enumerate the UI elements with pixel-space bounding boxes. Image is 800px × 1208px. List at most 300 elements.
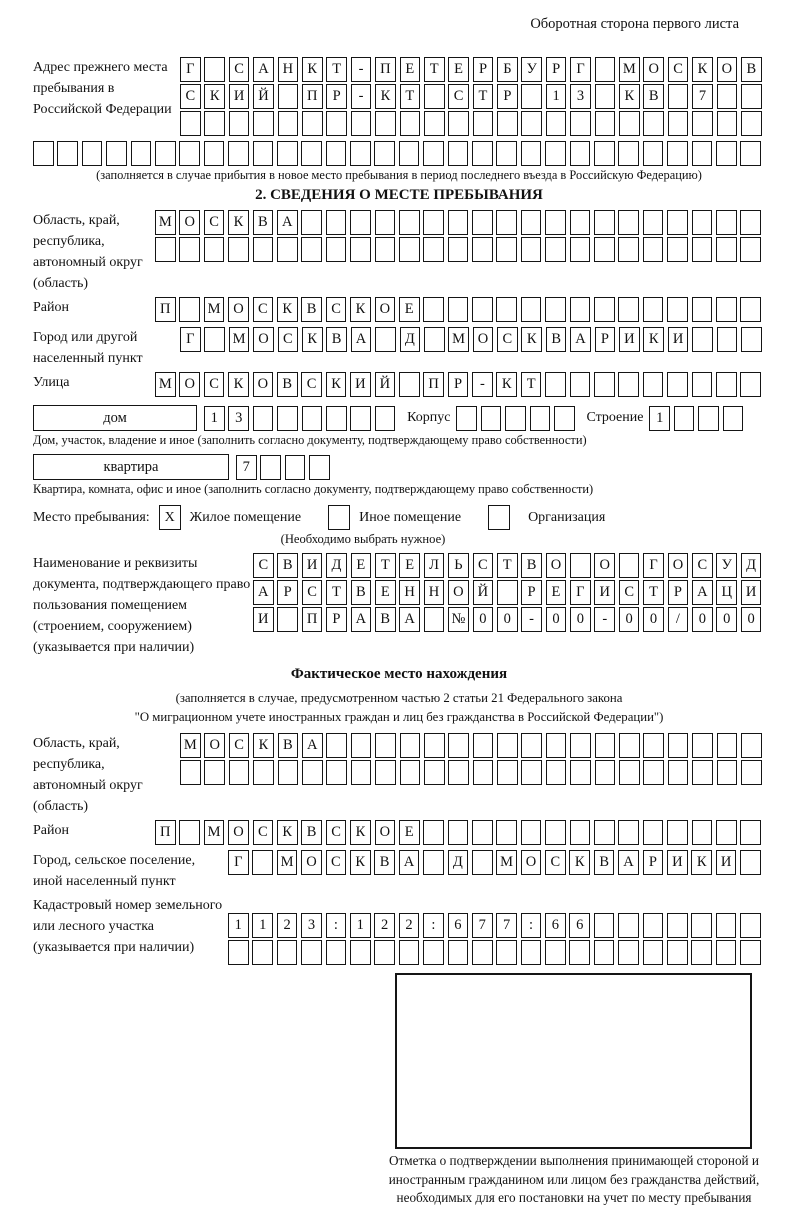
char-box[interactable]: Е: [399, 553, 420, 578]
char-box[interactable]: 0: [473, 607, 494, 632]
char-box[interactable]: Г: [643, 553, 664, 578]
char-box[interactable]: [594, 820, 615, 845]
char-box[interactable]: [448, 111, 469, 136]
char-box[interactable]: [595, 733, 616, 758]
char-box[interactable]: [692, 327, 713, 352]
char-box[interactable]: [667, 210, 688, 235]
char-box[interactable]: Т: [326, 580, 347, 605]
char-box[interactable]: Р: [497, 84, 518, 109]
char-box[interactable]: [228, 237, 249, 262]
char-box[interactable]: Е: [351, 553, 372, 578]
char-box[interactable]: М: [155, 210, 176, 235]
char-box[interactable]: К: [643, 327, 664, 352]
char-box[interactable]: М: [204, 297, 225, 322]
char-box[interactable]: [399, 237, 420, 262]
char-box[interactable]: В: [741, 57, 762, 82]
char-box[interactable]: [740, 141, 761, 166]
char-box[interactable]: Р: [643, 850, 664, 875]
char-box[interactable]: Е: [399, 820, 420, 845]
char-box[interactable]: 3: [570, 84, 591, 109]
char-box[interactable]: [473, 111, 494, 136]
char-box[interactable]: [545, 141, 566, 166]
char-box[interactable]: [521, 84, 542, 109]
char-box[interactable]: [521, 760, 542, 785]
char-box[interactable]: И: [667, 850, 688, 875]
char-box[interactable]: [570, 760, 591, 785]
char-box[interactable]: Р: [668, 580, 689, 605]
char-box[interactable]: Р: [521, 580, 542, 605]
char-box[interactable]: В: [374, 850, 395, 875]
char-box[interactable]: [309, 455, 330, 480]
char-box[interactable]: [253, 237, 274, 262]
char-box[interactable]: [253, 141, 274, 166]
char-box[interactable]: К: [350, 297, 371, 322]
char-box[interactable]: М: [277, 850, 298, 875]
char-box[interactable]: 2: [277, 913, 298, 938]
char-box[interactable]: [667, 237, 688, 262]
char-box[interactable]: [643, 210, 664, 235]
char-box[interactable]: К: [326, 372, 347, 397]
char-box[interactable]: [204, 760, 225, 785]
char-box[interactable]: [740, 850, 761, 875]
char-box[interactable]: [716, 297, 737, 322]
char-box[interactable]: 0: [692, 607, 713, 632]
char-box[interactable]: С: [253, 553, 274, 578]
char-box[interactable]: [278, 111, 299, 136]
char-box[interactable]: [326, 733, 347, 758]
other-premises-checkbox[interactable]: [328, 505, 350, 530]
char-box[interactable]: [570, 372, 591, 397]
char-box[interactable]: С: [204, 210, 225, 235]
char-box[interactable]: [252, 850, 273, 875]
char-box[interactable]: Г: [180, 57, 201, 82]
char-box[interactable]: [497, 733, 518, 758]
char-box[interactable]: [741, 84, 762, 109]
char-box[interactable]: [399, 372, 420, 397]
char-box[interactable]: [717, 327, 738, 352]
char-box[interactable]: :: [423, 913, 444, 938]
char-box[interactable]: С: [326, 820, 347, 845]
char-box[interactable]: [545, 297, 566, 322]
char-box[interactable]: 1: [252, 913, 273, 938]
char-box[interactable]: [692, 733, 713, 758]
char-box[interactable]: [399, 210, 420, 235]
char-box[interactable]: [619, 760, 640, 785]
char-box[interactable]: -: [351, 84, 372, 109]
char-box[interactable]: [618, 141, 639, 166]
char-box[interactable]: [448, 141, 469, 166]
char-box[interactable]: [448, 820, 469, 845]
char-box[interactable]: Т: [424, 57, 445, 82]
char-box[interactable]: [204, 327, 225, 352]
char-box[interactable]: [375, 111, 396, 136]
char-box[interactable]: [521, 820, 542, 845]
char-box[interactable]: Р: [277, 580, 298, 605]
char-box[interactable]: И: [253, 607, 274, 632]
char-box[interactable]: О: [375, 297, 396, 322]
char-box[interactable]: [375, 210, 396, 235]
char-box[interactable]: У: [521, 57, 542, 82]
char-box[interactable]: О: [179, 210, 200, 235]
char-box[interactable]: Е: [399, 297, 420, 322]
char-box[interactable]: К: [521, 327, 542, 352]
char-box[interactable]: [375, 406, 396, 431]
char-box[interactable]: [253, 111, 274, 136]
char-box[interactable]: С: [497, 327, 518, 352]
char-box[interactable]: :: [326, 913, 347, 938]
char-box[interactable]: [228, 141, 249, 166]
char-box[interactable]: [57, 141, 78, 166]
char-box[interactable]: П: [302, 607, 323, 632]
char-box[interactable]: [570, 733, 591, 758]
char-box[interactable]: [667, 141, 688, 166]
char-box[interactable]: 7: [472, 913, 493, 938]
char-box[interactable]: [521, 111, 542, 136]
char-box[interactable]: [505, 406, 526, 431]
char-box[interactable]: К: [692, 57, 713, 82]
char-box[interactable]: М: [229, 327, 250, 352]
char-box[interactable]: [643, 237, 664, 262]
char-box[interactable]: [472, 820, 493, 845]
char-box[interactable]: [717, 111, 738, 136]
char-box[interactable]: К: [619, 84, 640, 109]
char-box[interactable]: [618, 913, 639, 938]
char-box[interactable]: [618, 372, 639, 397]
char-box[interactable]: М: [448, 327, 469, 352]
char-box[interactable]: Е: [400, 57, 421, 82]
char-box[interactable]: С: [448, 84, 469, 109]
char-box[interactable]: [277, 237, 298, 262]
char-box[interactable]: [594, 237, 615, 262]
char-box[interactable]: И: [741, 580, 762, 605]
char-box[interactable]: [448, 210, 469, 235]
char-box[interactable]: К: [277, 820, 298, 845]
char-box[interactable]: Р: [595, 327, 616, 352]
char-box[interactable]: [350, 406, 371, 431]
apartment-type-box[interactable]: квартира: [33, 454, 229, 480]
char-box[interactable]: [740, 210, 761, 235]
char-box[interactable]: [595, 760, 616, 785]
char-box[interactable]: [302, 760, 323, 785]
char-box[interactable]: [277, 607, 298, 632]
char-box[interactable]: [643, 913, 664, 938]
char-box[interactable]: А: [253, 580, 274, 605]
char-box[interactable]: [643, 141, 664, 166]
char-box[interactable]: [723, 406, 744, 431]
char-box[interactable]: 0: [497, 607, 518, 632]
char-box[interactable]: К: [302, 327, 323, 352]
char-box[interactable]: [301, 237, 322, 262]
char-box[interactable]: [326, 210, 347, 235]
char-box[interactable]: 6: [545, 913, 566, 938]
char-box[interactable]: [448, 297, 469, 322]
char-box[interactable]: [496, 237, 517, 262]
char-box[interactable]: М: [204, 820, 225, 845]
char-box[interactable]: [667, 297, 688, 322]
char-box[interactable]: [285, 455, 306, 480]
char-box[interactable]: А: [277, 210, 298, 235]
char-box[interactable]: [326, 111, 347, 136]
char-box[interactable]: [351, 733, 372, 758]
char-box[interactable]: [619, 733, 640, 758]
char-box[interactable]: 3: [301, 913, 322, 938]
char-box[interactable]: О: [546, 553, 567, 578]
char-box[interactable]: [619, 553, 640, 578]
char-box[interactable]: [326, 406, 347, 431]
char-box[interactable]: Т: [497, 553, 518, 578]
char-box[interactable]: В: [278, 733, 299, 758]
char-box[interactable]: :: [521, 913, 542, 938]
char-box[interactable]: А: [692, 580, 713, 605]
char-box[interactable]: Г: [180, 327, 201, 352]
char-box[interactable]: Т: [521, 372, 542, 397]
char-box[interactable]: [496, 820, 517, 845]
char-box[interactable]: [667, 913, 688, 938]
char-box[interactable]: Н: [278, 57, 299, 82]
char-box[interactable]: [423, 940, 444, 965]
char-box[interactable]: [595, 84, 616, 109]
char-box[interactable]: [400, 733, 421, 758]
char-box[interactable]: О: [253, 372, 274, 397]
char-box[interactable]: 1: [649, 406, 670, 431]
char-box[interactable]: И: [716, 850, 737, 875]
char-box[interactable]: О: [668, 553, 689, 578]
char-box[interactable]: [521, 733, 542, 758]
char-box[interactable]: О: [473, 327, 494, 352]
char-box[interactable]: Р: [546, 57, 567, 82]
char-box[interactable]: [668, 733, 689, 758]
char-box[interactable]: [375, 760, 396, 785]
char-box[interactable]: [667, 940, 688, 965]
char-box[interactable]: Н: [424, 580, 445, 605]
char-box[interactable]: К: [350, 850, 371, 875]
char-box[interactable]: [570, 111, 591, 136]
char-box[interactable]: М: [619, 57, 640, 82]
char-box[interactable]: [131, 141, 152, 166]
char-box[interactable]: [545, 210, 566, 235]
char-box[interactable]: П: [375, 57, 396, 82]
char-box[interactable]: [741, 111, 762, 136]
char-box[interactable]: О: [228, 820, 249, 845]
char-box[interactable]: 1: [350, 913, 371, 938]
char-box[interactable]: [399, 940, 420, 965]
char-box[interactable]: [277, 406, 298, 431]
char-box[interactable]: [740, 940, 761, 965]
char-box[interactable]: А: [618, 850, 639, 875]
char-box[interactable]: У: [716, 553, 737, 578]
char-box[interactable]: 7: [496, 913, 517, 938]
char-box[interactable]: [692, 210, 713, 235]
char-box[interactable]: К: [375, 84, 396, 109]
char-box[interactable]: [545, 820, 566, 845]
char-box[interactable]: А: [351, 327, 372, 352]
char-box[interactable]: Т: [326, 57, 347, 82]
char-box[interactable]: [594, 913, 615, 938]
char-box[interactable]: [423, 850, 444, 875]
char-box[interactable]: [716, 237, 737, 262]
char-box[interactable]: [716, 210, 737, 235]
char-box[interactable]: С: [326, 297, 347, 322]
char-box[interactable]: [423, 820, 444, 845]
char-box[interactable]: 0: [716, 607, 737, 632]
char-box[interactable]: [674, 406, 695, 431]
char-box[interactable]: П: [155, 297, 176, 322]
char-box[interactable]: [595, 111, 616, 136]
char-box[interactable]: О: [375, 820, 396, 845]
char-box[interactable]: С: [668, 57, 689, 82]
char-box[interactable]: О: [301, 850, 322, 875]
char-box[interactable]: [497, 760, 518, 785]
char-box[interactable]: [82, 141, 103, 166]
char-box[interactable]: [594, 372, 615, 397]
char-box[interactable]: [302, 406, 323, 431]
char-box[interactable]: [496, 940, 517, 965]
char-box[interactable]: К: [569, 850, 590, 875]
char-box[interactable]: [570, 297, 591, 322]
char-box[interactable]: [180, 111, 201, 136]
char-box[interactable]: Б: [497, 57, 518, 82]
char-box[interactable]: [692, 760, 713, 785]
char-box[interactable]: 6: [448, 913, 469, 938]
char-box[interactable]: 2: [399, 913, 420, 938]
char-box[interactable]: К: [253, 733, 274, 758]
char-box[interactable]: В: [521, 553, 542, 578]
char-box[interactable]: С: [545, 850, 566, 875]
char-box[interactable]: [204, 141, 225, 166]
char-box[interactable]: Й: [473, 580, 494, 605]
char-box[interactable]: [546, 760, 567, 785]
char-box[interactable]: Д: [448, 850, 469, 875]
char-box[interactable]: [546, 733, 567, 758]
char-box[interactable]: [204, 111, 225, 136]
char-box[interactable]: [716, 141, 737, 166]
char-box[interactable]: О: [643, 57, 664, 82]
char-box[interactable]: Е: [375, 580, 396, 605]
char-box[interactable]: [570, 820, 591, 845]
char-box[interactable]: О: [448, 580, 469, 605]
char-box[interactable]: [546, 111, 567, 136]
char-box[interactable]: К: [204, 84, 225, 109]
char-box[interactable]: -: [594, 607, 615, 632]
char-box[interactable]: [155, 237, 176, 262]
char-box[interactable]: [691, 940, 712, 965]
char-box[interactable]: [717, 84, 738, 109]
char-box[interactable]: В: [546, 327, 567, 352]
char-box[interactable]: 7: [692, 84, 713, 109]
char-box[interactable]: О: [228, 297, 249, 322]
char-box[interactable]: [692, 237, 713, 262]
char-box[interactable]: 2: [374, 913, 395, 938]
char-box[interactable]: К: [228, 210, 249, 235]
char-box[interactable]: В: [375, 607, 396, 632]
char-box[interactable]: Й: [253, 84, 274, 109]
char-box[interactable]: 3: [228, 406, 249, 431]
char-box[interactable]: [643, 820, 664, 845]
char-box[interactable]: [570, 237, 591, 262]
char-box[interactable]: [521, 297, 542, 322]
char-box[interactable]: [570, 553, 591, 578]
char-box[interactable]: [594, 940, 615, 965]
char-box[interactable]: [740, 913, 761, 938]
char-box[interactable]: 0: [643, 607, 664, 632]
char-box[interactable]: [278, 760, 299, 785]
char-box[interactable]: [740, 237, 761, 262]
char-box[interactable]: [448, 237, 469, 262]
char-box[interactable]: [277, 940, 298, 965]
char-box[interactable]: [521, 940, 542, 965]
char-box[interactable]: С: [253, 820, 274, 845]
char-box[interactable]: [741, 327, 762, 352]
char-box[interactable]: [668, 84, 689, 109]
char-box[interactable]: [716, 372, 737, 397]
char-box[interactable]: Р: [326, 84, 347, 109]
char-box[interactable]: [350, 940, 371, 965]
char-box[interactable]: [569, 940, 590, 965]
char-box[interactable]: Ц: [716, 580, 737, 605]
char-box[interactable]: [179, 237, 200, 262]
char-box[interactable]: [229, 760, 250, 785]
char-box[interactable]: [497, 111, 518, 136]
char-box[interactable]: А: [399, 607, 420, 632]
char-box[interactable]: [643, 760, 664, 785]
char-box[interactable]: Д: [741, 553, 762, 578]
char-box[interactable]: №: [448, 607, 469, 632]
char-box[interactable]: К: [496, 372, 517, 397]
char-box[interactable]: Р: [326, 607, 347, 632]
char-box[interactable]: [399, 141, 420, 166]
char-box[interactable]: [374, 141, 395, 166]
char-box[interactable]: [691, 913, 712, 938]
char-box[interactable]: С: [473, 553, 494, 578]
char-box[interactable]: [423, 237, 444, 262]
char-box[interactable]: [456, 406, 477, 431]
char-box[interactable]: [496, 141, 517, 166]
char-box[interactable]: И: [350, 372, 371, 397]
char-box[interactable]: [375, 327, 396, 352]
char-box[interactable]: [302, 111, 323, 136]
char-box[interactable]: -: [521, 607, 542, 632]
char-box[interactable]: [260, 455, 281, 480]
char-box[interactable]: Н: [399, 580, 420, 605]
char-box[interactable]: [350, 141, 371, 166]
char-box[interactable]: М: [180, 733, 201, 758]
char-box[interactable]: [423, 297, 444, 322]
char-box[interactable]: [618, 297, 639, 322]
char-box[interactable]: [618, 940, 639, 965]
char-box[interactable]: [741, 760, 762, 785]
char-box[interactable]: В: [594, 850, 615, 875]
char-box[interactable]: [204, 237, 225, 262]
organization-checkbox[interactable]: [488, 505, 510, 530]
char-box[interactable]: [692, 141, 713, 166]
char-box[interactable]: К: [277, 297, 298, 322]
char-box[interactable]: 1: [546, 84, 567, 109]
char-box[interactable]: -: [472, 372, 493, 397]
char-box[interactable]: [155, 141, 176, 166]
char-box[interactable]: [545, 940, 566, 965]
char-box[interactable]: [692, 297, 713, 322]
char-box[interactable]: [545, 372, 566, 397]
char-box[interactable]: И: [229, 84, 250, 109]
char-box[interactable]: Д: [400, 327, 421, 352]
char-box[interactable]: В: [277, 553, 298, 578]
char-box[interactable]: [668, 111, 689, 136]
char-box[interactable]: [448, 940, 469, 965]
char-box[interactable]: [424, 327, 445, 352]
char-box[interactable]: [472, 210, 493, 235]
char-box[interactable]: -: [351, 57, 372, 82]
char-box[interactable]: [301, 210, 322, 235]
